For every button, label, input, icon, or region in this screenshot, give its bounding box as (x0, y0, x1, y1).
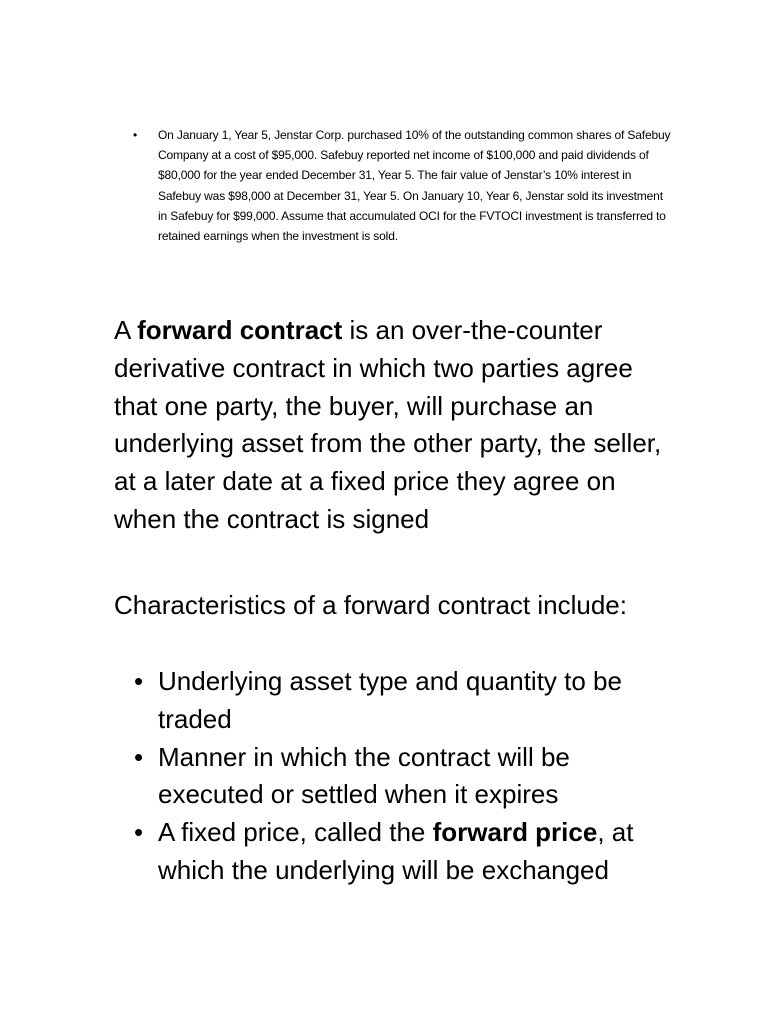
characteristics-item-text: Underlying asset type and quantity to be traded (158, 666, 622, 734)
bullet-icon: • (134, 666, 144, 696)
characteristics-item (114, 663, 674, 739)
definition-term: forward contract (137, 315, 343, 345)
characteristics-item-prefix: A fixed price, called the (158, 817, 433, 848)
definition-prefix: A (114, 315, 138, 345)
characteristics-intro: Characteristics of a forward contract include: (114, 590, 627, 620)
forward-price-term: forward price (432, 817, 598, 848)
problem-list (133, 125, 673, 246)
characteristics-item (114, 814, 674, 890)
definition-text: is an over-the-counter derivative contract in which two parties agree that one party, the buyer, will purchase an underlying asset from the other party, the seller, at a later date at a fixed price they agree on when the contract is signed (114, 315, 662, 534)
characteristics-item-text: Manner in which the contract will be executed or settled when it expires (158, 741, 570, 810)
characteristics-item (114, 739, 674, 815)
characteristics-list (114, 663, 674, 890)
problem-list-item (133, 125, 673, 246)
bullet-icon: • (133, 128, 138, 142)
bullet-icon: • (134, 817, 144, 848)
bullet-icon: • (134, 741, 144, 772)
problem-text: On January 1, Year 5, Jenstar Corp. purchased 10% of the outstanding common shares of Safebuy Company at a cost of $95,000. Safebuy reported net income of $100,000 and paid dividends of $80,000 for the year ended December 31, Year 5. The fair value of Jenstar’s 10% interest in Safebuy was $98,000 at December 31, Year 5. On January 10, Year 6, Jenstar sold its investment in Safebuy for $99,000. Assume that accumulated OCI for the FVTOCI investment is transferred to retained earnings when the investment is sold. (158, 128, 671, 244)
definition-paragraph (114, 312, 664, 539)
characteristics-item-rest: , at which the underlying will be exchanged (158, 817, 634, 885)
